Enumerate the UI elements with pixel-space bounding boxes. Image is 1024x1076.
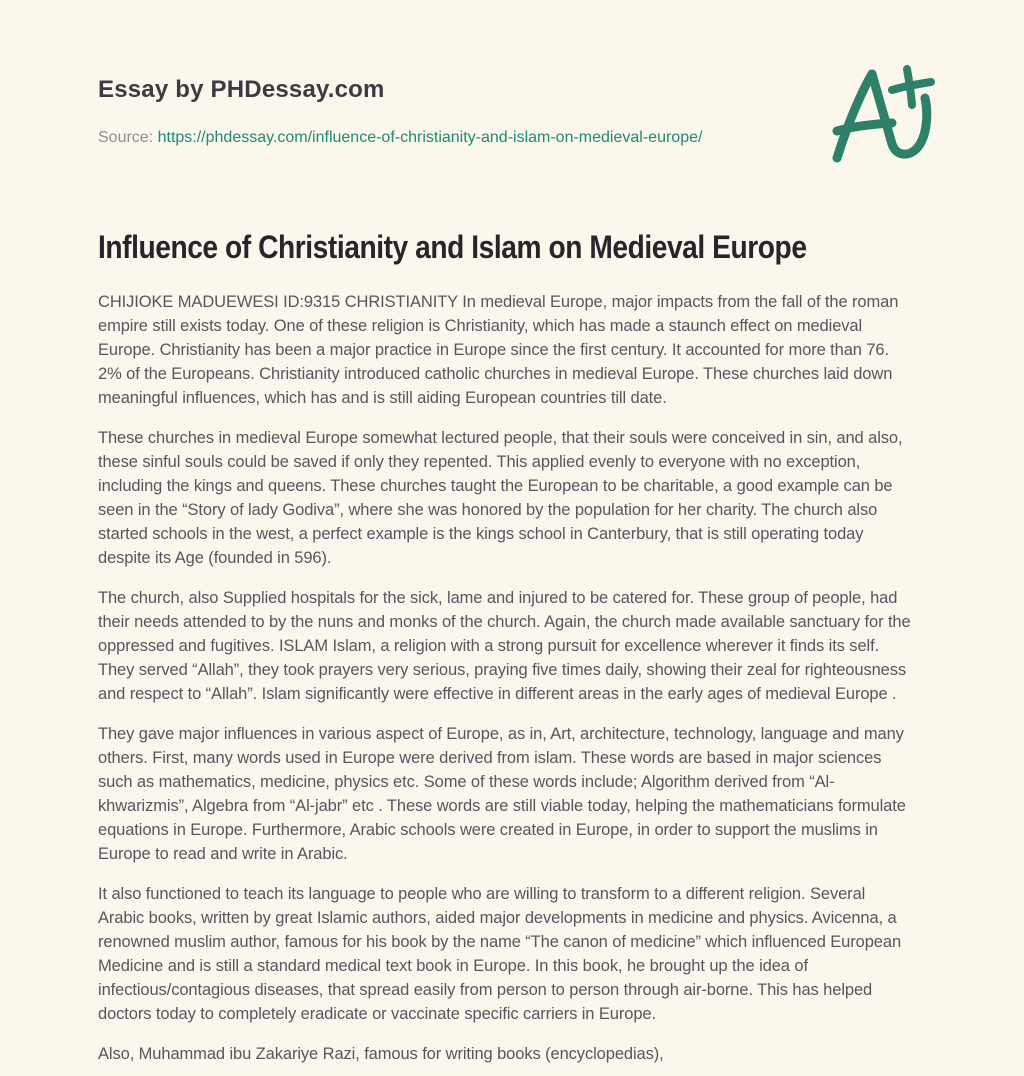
page-content bbox=[98, 0, 914, 1066]
essay-body bbox=[98, 290, 914, 1066]
source-url-link[interactable]: https://phdessay.com/influence-of-christianity-and-islam-on-medieval-europe/ bbox=[157, 129, 703, 146]
essay-title: Influence of Christianity and Islam on Medieval Europe bbox=[98, 229, 807, 265]
source-label: Source: bbox=[98, 129, 154, 146]
page-title: Essay by PHDessay.com bbox=[98, 76, 385, 103]
essay-paragraph: Also, Muhammad ibu Zakariye Razi, famous for writing books (encyclopedias), bbox=[98, 1045, 664, 1063]
essay-paragraph: They gave major influences in various aspect of Europe, as in, Art, architecture, technology, language and many others. First, many words used in Europe were derived from islam. These words are based in major sciences such as mathematics, medicine, physics etc. Some of these words include; Algorithm derived from “Al-khwarizmis”, Algebra from “Al-jabr” etc . These words are still viable today, helping the mathematicians formulate equations in Europe. Furthermore, Arabic schools were created in Europe, in order to support the muslims in Europe to read and write in Arabic. bbox=[98, 725, 906, 863]
a-plus-logo-icon bbox=[826, 60, 950, 178]
source-line bbox=[98, 128, 914, 148]
essay-paragraph: It also functioned to teach its language to people who are willing to transform to a different religion. Several Arabic books, written by great Islamic authors, aided major developments in medicine and physics. Avicenna, a renowned muslim author, famous for his book by the name “The canon of medicine” which influenced European Medicine and is still a standard medical text book in Europe. In this book, he brought up the idea of infectious/contagious diseases, that spread easily from person to person through air-borne. This has helped doctors today to completely eradicate or vaccinate specific carriers in Europe. bbox=[98, 885, 902, 1023]
essay-paragraph: These churches in medieval Europe somewhat lectured people, that their souls were conceived in sin, and also, these sinful souls could be saved if only they repented. This applied evenly to everyone with no exception, including the kings and queens. These churches taught the European to be charitable, a good example can be seen in the “Story of lady Godiva”, where she was honored by the population for her charity. The church also started schools in the west, a perfect example is the kings school in Canterbury, that is still operating today despite its Age (founded in 596). bbox=[98, 429, 903, 567]
essay-paragraph: The church, also Supplied hospitals for the sick, lame and injured to be catered for. These group of people, had their needs attended to by the nuns and monks of the church. Again, the church made available sanctuary for the oppressed and fugitives. ISLAM Islam, a religion with a strong pursuit for excellence wherever it finds its self. They served “Allah”, they took prayers very serious, praying five times daily, showing their zeal for righteousness and respect to “Allah”. Islam significantly were effective in different areas in the early ages of medieval Europe . bbox=[98, 589, 911, 703]
essay-paragraph: CHIJIOKE MADUEWESI ID:9315 CHRISTIANITY In medieval Europe, major impacts from the fall of the roman empire still exists today. One of these religion is Christianity, which has made a staunch effect on medieval Europe. Christianity has been a major practice in Europe since the first century. It accounted for more than 76. 2% of the Europeans. Christianity introduced catholic churches in medieval Europe. These churches laid down meaningful influences, which has and is still aiding European countries till date. bbox=[98, 293, 899, 407]
